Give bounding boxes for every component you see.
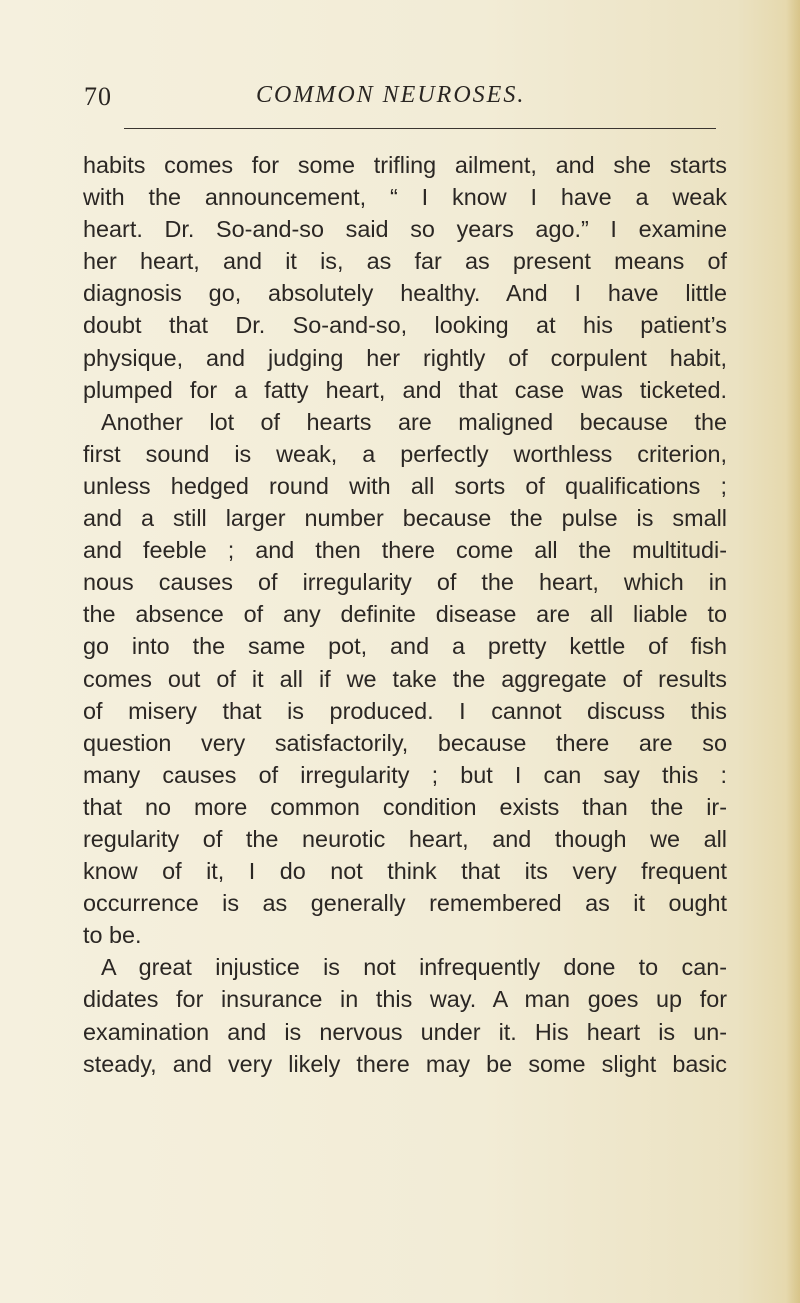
- text-line: question very satisfactorily, because there are so: [83, 729, 727, 756]
- text-line: unless hedged round with all sorts of qualifications ;: [83, 472, 727, 499]
- text-line: with the announcement, “ I know I have a weak: [83, 184, 727, 211]
- page-edge: [786, 0, 800, 1303]
- text-line: first sound is weak, a perfectly worthless criterion,: [83, 440, 727, 467]
- body-text: [83, 149, 727, 1080]
- text-line: her heart, and it is, as far as present means of: [83, 248, 727, 275]
- text-line: know of it, I do not think that its very frequent: [83, 858, 727, 885]
- text-line: diagnosis go, absolutely healthy. And I have little: [83, 280, 727, 307]
- text-line: plumped for a fatty heart, and that case was ticketed.: [83, 376, 727, 403]
- text-line: physique, and judging her rightly of corpulent habit,: [83, 344, 727, 371]
- header-rule: [124, 128, 716, 129]
- text-line: occurrence is as generally remembered as it ought: [83, 890, 727, 917]
- text-line: nous causes of irregularity of the heart, which in: [83, 569, 727, 596]
- text-line: didates for insurance in this way. A man goes up for: [83, 986, 727, 1013]
- text-line: the absence of any definite disease are all liable to: [83, 601, 727, 628]
- text-line: go into the same pot, and a pretty kettle of fish: [83, 633, 727, 660]
- text-line: comes out of it all if we take the aggregate of results: [83, 665, 727, 692]
- text-line: doubt that Dr. So-and-so, looking at his patient’s: [83, 312, 727, 339]
- text-line: habits comes for some trifling ailment, and she starts: [83, 152, 727, 178]
- page-header: [84, 80, 716, 116]
- running-title: COMMON NEUROSES.: [256, 82, 526, 108]
- paragraph-start-line: A great injustice is not infrequently done to can-: [101, 954, 727, 981]
- text-line: regularity of the neurotic heart, and though we all: [83, 825, 727, 852]
- text-line: examination and is nervous under it. His heart is un-: [83, 1018, 727, 1045]
- text-line: and a still larger number because the pulse is small: [83, 505, 727, 532]
- paragraph-start-line: Another lot of hearts are maligned because the: [101, 408, 727, 435]
- paragraph-end-line: to be.: [83, 922, 142, 949]
- text-line: that no more common condition exists than the ir-: [83, 793, 727, 820]
- page-number: 70: [84, 82, 112, 111]
- text-line: many causes of irregularity ; but I can say this :: [83, 761, 727, 788]
- text-line: of misery that is produced. I cannot discuss this: [83, 697, 727, 724]
- text-line: and feeble ; and then there come all the multitudi-: [83, 537, 727, 564]
- text-line: steady, and very likely there may be some slight basic: [83, 1050, 727, 1077]
- text-line: heart. Dr. So-and-so said so years ago.” I examine: [83, 216, 727, 243]
